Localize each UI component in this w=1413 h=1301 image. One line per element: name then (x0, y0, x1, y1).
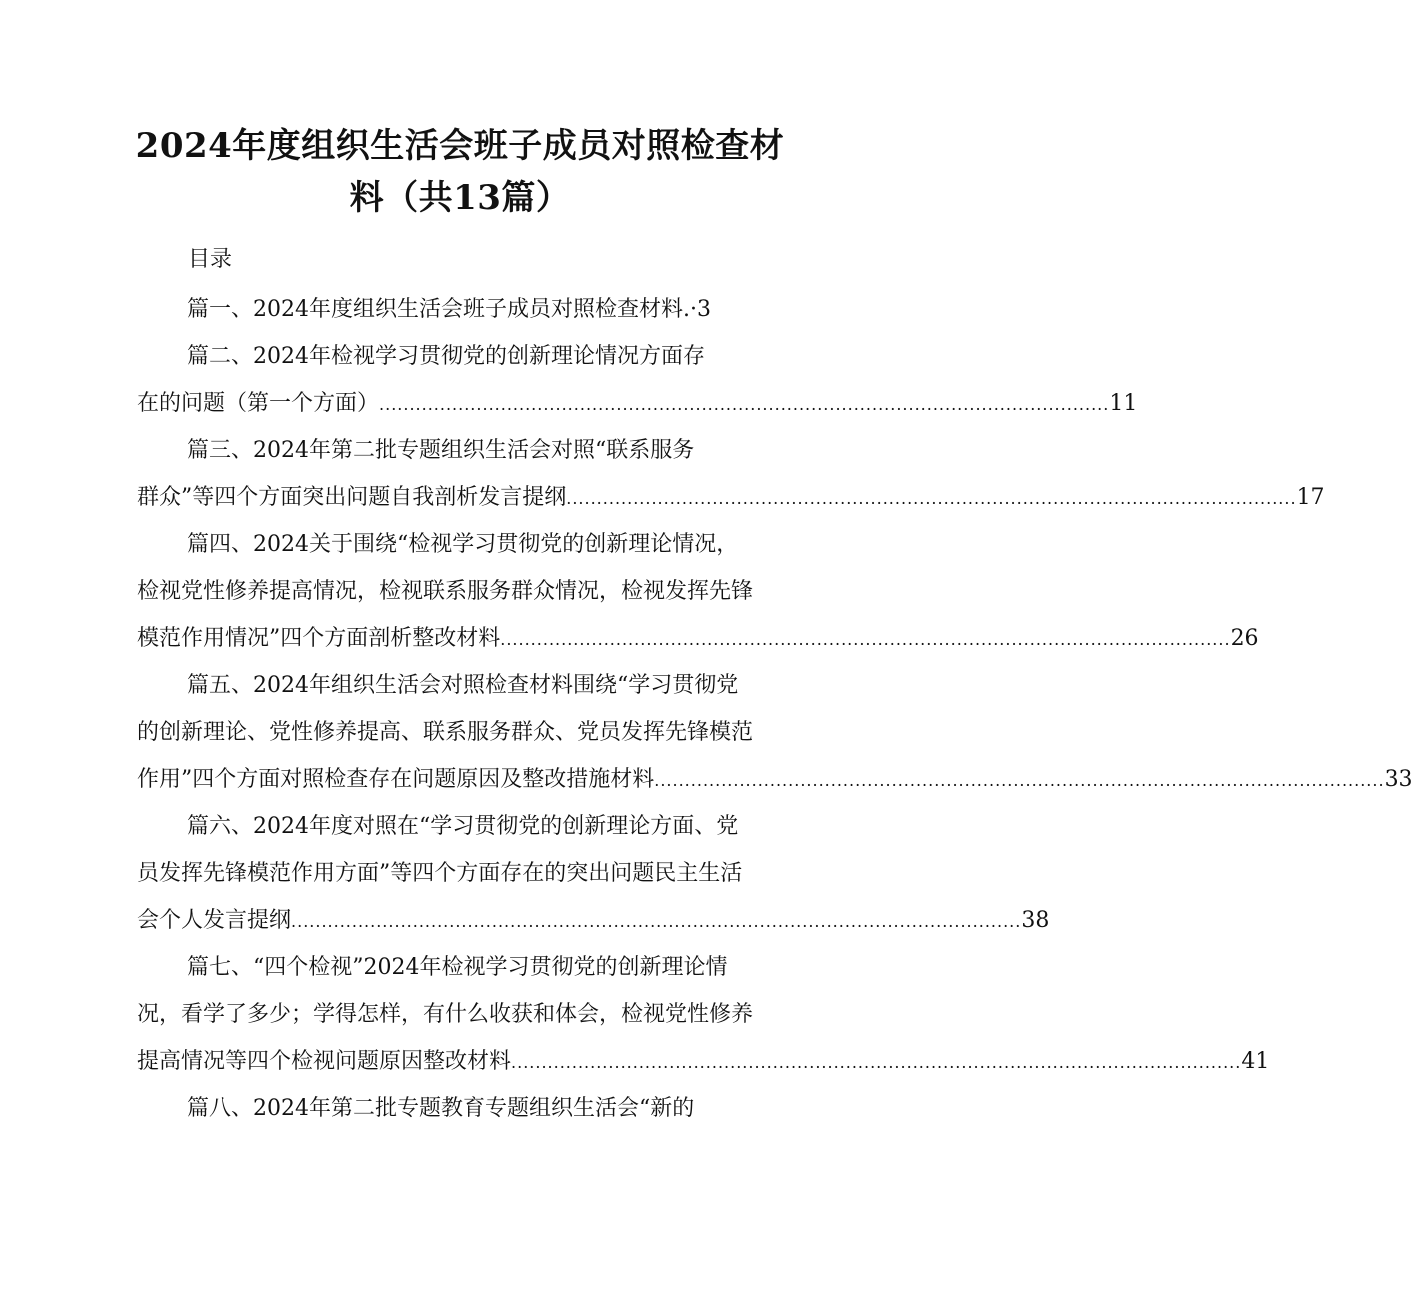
toc-entry-line: 篇四、2024关于围绕“检视学习贯彻党的创新理论情况， (187, 532, 739, 557)
toc-entry-text: 篇一、2024年度组织生活会班子成员对照检查材料.· (187, 297, 697, 322)
toc-entry-line (137, 897, 1050, 944)
title-line-2: 料（共13篇） (349, 178, 571, 218)
toc-entry-line: 的创新理论、党性修养提高、联系服务群众、党员发挥先锋模范 (137, 720, 754, 745)
document-title (120, 120, 800, 224)
toc-page-number: 38 (1021, 908, 1050, 933)
toc-entry-1[interactable] (137, 286, 787, 333)
toc-entry-line (137, 1038, 1270, 1085)
toc-page-number: 3 (696, 297, 711, 322)
toc-entry-text: 作用”四个方面对照检查存在问题原因及整改措施材料 (137, 767, 655, 792)
toc-page-number: 41 (1241, 1049, 1270, 1074)
toc-leader-dots: ........................................................................................................................ (566, 489, 1297, 508)
title-line-1: 2024年度组织生活会班子成员对照检查材 (135, 126, 785, 166)
toc-leader-dots: ........................................................................................................................ (511, 1053, 1242, 1072)
toc-entry-text: 在的问题（第一个方面） (137, 391, 380, 416)
toc-leader-dots: ........................................................................................................................ (654, 771, 1385, 790)
toc-entry-line (137, 756, 1413, 803)
toc-entry-line: 篇三、2024年第二批专题组织生活会对照“联系服务 (187, 438, 695, 463)
toc-entry-5[interactable] (137, 662, 1413, 803)
toc-entry-4[interactable] (137, 521, 1259, 662)
toc-entry-2[interactable] (137, 333, 1138, 427)
toc-entry-line: 篇七、“四个检视”2024年检视学习贯彻党的创新理论情 (187, 955, 728, 980)
toc-entry-6[interactable] (137, 803, 1050, 944)
toc-page-number: 26 (1230, 626, 1259, 651)
toc-leader-dots: ........................................................................................................................ (379, 395, 1110, 414)
toc-entry-text: 群众”等四个方面突出问题自我剖析发言提纲 (137, 485, 567, 510)
toc-heading: 目录 (188, 247, 233, 272)
toc-entry-8[interactable] (137, 1085, 787, 1132)
toc-leader-dots: ........................................................................................................................ (500, 630, 1231, 649)
toc-entry-line (137, 615, 1259, 662)
toc-entry-text: 模范作用情况”四个方面剖析整改材料 (137, 626, 501, 651)
toc-entry-line (137, 474, 1325, 521)
toc-entry-line: 况，看学了多少；学得怎样，有什么收获和体会，检视党性修养 (137, 1002, 754, 1027)
toc-entry-line (137, 286, 787, 333)
toc-page-number: 11 (1109, 391, 1138, 416)
toc-entry-3[interactable] (137, 427, 1325, 521)
toc-entry-line: 篇五、2024年组织生活会对照检查材料围绕“学习贯彻党 (187, 673, 739, 698)
table-of-contents (137, 286, 1413, 1132)
toc-entry-line: 检视党性修养提高情况，检视联系服务群众情况，检视发挥先锋 (137, 579, 754, 604)
toc-entry-text: 提高情况等四个检视问题原因整改材料 (137, 1049, 512, 1074)
toc-page-number: 33 (1384, 767, 1413, 792)
toc-entry-line: 篇八、2024年第二批专题教育专题组织生活会“新的 (187, 1096, 695, 1121)
toc-page-number: 17 (1296, 485, 1325, 510)
toc-entry-line: 员发挥先锋模范作用方面”等四个方面存在的突出问题民主生活 (137, 861, 743, 886)
toc-entry-line: 篇六、2024年度对照在“学习贯彻党的创新理论方面、党 (187, 814, 739, 839)
toc-entry-text: 会个人发言提纲 (137, 908, 292, 933)
toc-entry-line (137, 380, 1138, 427)
toc-entry-line: 篇二、2024年检视学习贯彻党的创新理论情况方面存 (187, 344, 705, 369)
toc-entry-7[interactable] (137, 944, 1270, 1085)
toc-leader-dots: ........................................................................................................................ (291, 912, 1022, 931)
